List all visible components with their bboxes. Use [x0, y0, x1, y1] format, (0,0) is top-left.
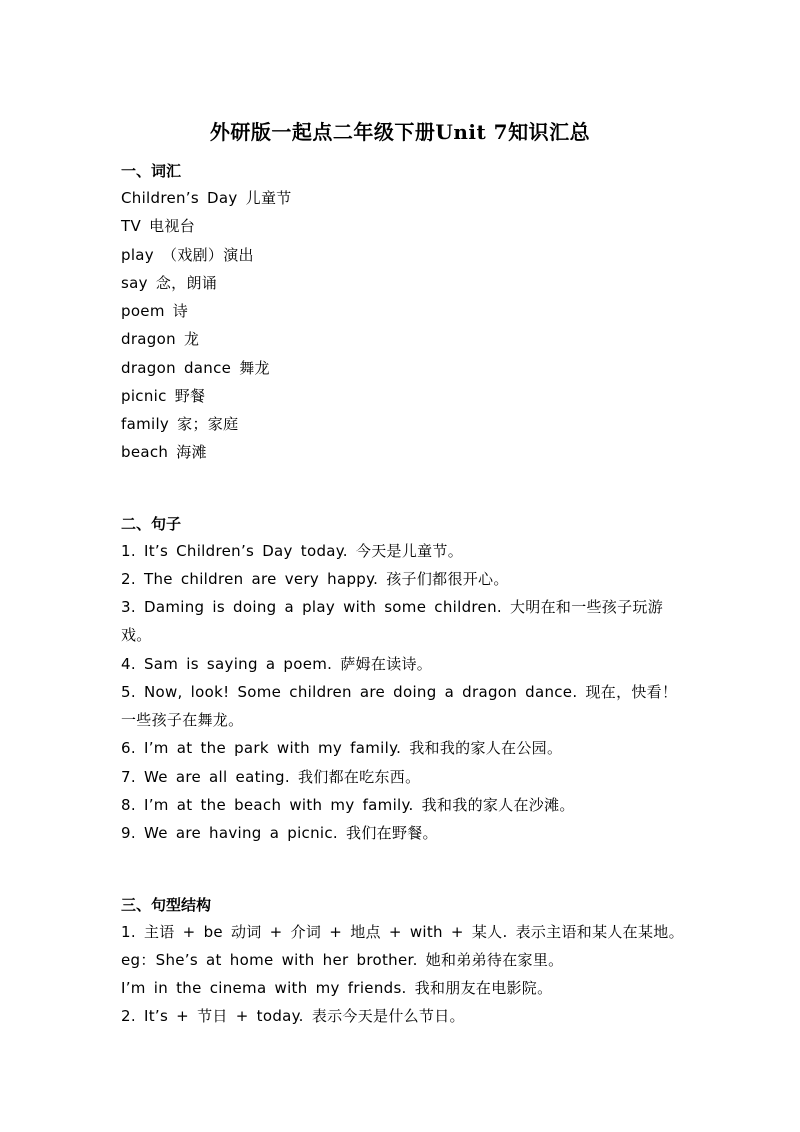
section-heading-structures: 三、句型结构 — [121, 896, 212, 914]
sentence-item: 3. Daming is doing a play with some children. 大明在和一些孩子玩游 — [121, 598, 664, 616]
vocab-item: dragon 龙 — [121, 330, 200, 348]
structure-item: 2. It’s + 节日 + today. 表示今天是什么节日。 — [121, 1007, 465, 1025]
vocab-item: play （戏剧）演出 — [121, 246, 254, 264]
section-heading-sentences: 二、句子 — [121, 515, 182, 533]
sentence-item: 5. Now, look! Some children are doing a dragon dance. 现在，快看！ — [121, 683, 678, 701]
sentence-item: 6. I’m at the park with my family. 我和我的家人在公园。 — [121, 739, 563, 757]
vocab-item: TV 电视台 — [121, 217, 195, 235]
sentence-item: 一些孩子在舞龙。 — [121, 711, 244, 729]
vocab-item: family 家；家庭 — [121, 415, 239, 433]
section-heading-vocab: 一、词汇 — [121, 162, 182, 180]
sentence-item: 9. We are having a picnic. 我们在野餐。 — [121, 824, 438, 842]
vocab-item: picnic 野餐 — [121, 387, 206, 405]
vocab-item: dragon dance 舞龙 — [121, 359, 270, 377]
sentence-item: 1. It’s Children’s Day today. 今天是儿童节。 — [121, 542, 464, 560]
sentence-item: 戏。 — [121, 626, 152, 644]
sentence-item: 7. We are all eating. 我们都在吃东西。 — [121, 768, 421, 786]
vocab-item: say 念，朗诵 — [121, 274, 218, 292]
sentence-item: 8. I’m at the beach with my family. 我和我的家人在沙滩。 — [121, 796, 575, 814]
sentence-item: 4. Sam is saying a poem. 萨姆在读诗。 — [121, 655, 433, 673]
vocab-item: Children’s Day 儿童节 — [121, 189, 292, 207]
structure-item: 1. 主语 + be 动词 + 介词 + 地点 + with + 某人. 表示主语和某人在某地。 — [121, 923, 684, 941]
vocab-item: beach 海滩 — [121, 443, 207, 461]
structure-item: I’m in the cinema with my friends. 我和朋友在电影院。 — [121, 979, 553, 997]
structure-item: eg：She’s at home with her brother. 她和弟弟待在家里。 — [121, 951, 564, 969]
vocab-item: poem 诗 — [121, 302, 189, 320]
document-title: 外研版一起点二年级下册Unit 7知识汇总 — [209, 120, 591, 144]
sentence-item: 2. The children are very happy. 孩子们都很开心。 — [121, 570, 509, 588]
